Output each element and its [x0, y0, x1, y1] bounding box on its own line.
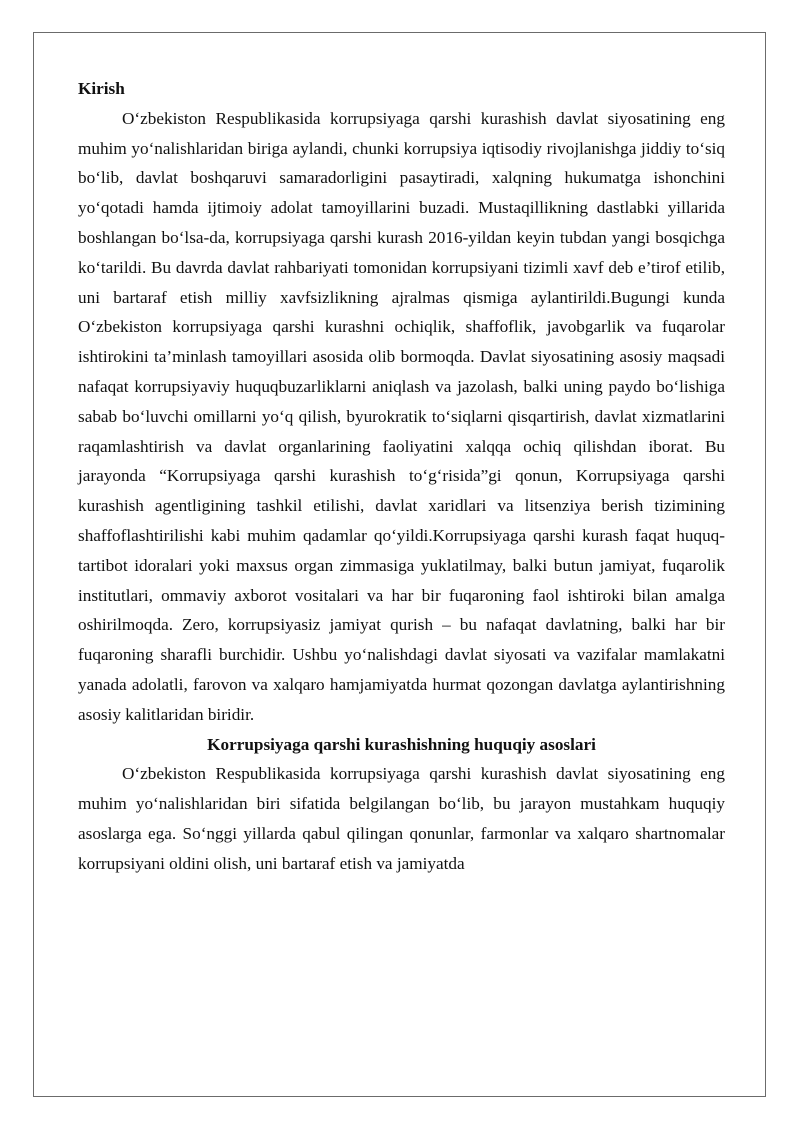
section-heading: Korrupsiyaga qarshi kurashishning huquqiy asoslari [207, 734, 596, 754]
intro-paragraph: O‘zbekiston Respublikasida korrupsiyaga qarshi kurashish davlat siyosatining eng muhim yo‘nalishlaridan biriga aylandi, chunki korrupsiya iqtisodiy rivojlanishga jiddiy to‘siq bo‘lib, davlat boshqaruvi samaradorligini pasaytiradi, xalqning hukumatga ishonchini yo‘qotadi hamda ijtimoiy adolat tamoyillarini buzadi. Mustaqillikning dastlabki yillarida boshlangan bo‘lsa-da, korrupsiyaga qarshi kurash 2016-yildan keyin tubdan yangi bosqichga ko‘tarildi. Bu davrda davlat rahbariyati tomonidan korrupsiyani tizimli xavf deb e’tirof etilib, uni bartaraf etish milliy xavfsizlikning ajralmas qismiga aylantirildi.Bugungi kunda O‘zbekiston korrupsiyaga qarshi kurashni ochiqlik, shaffoflik, javobgarlik va fuqarolar ishtirokini ta’minlash tamoyillari asosida olib bormoqda. Davlat siyosatining asosiy maqsadi nafaqat korrupsiyaviy huquqbuzarliklarni aniqlash va jazolash, balki uning paydo bo‘lishiga sabab bo‘luvchi omillarni yo‘q qilish, byurokratik to‘siqlarni qisqartirish, davlat xizmatlarini raqamlashtirish va davlat organlarining faoliyatini xalqqa ochiq qilishdan iborat. Bu jarayonda “Korrupsiyaga qarshi kurashish to‘g‘risida”gi qonun, Korrupsiyaga qarshi kurashish agentligining tashkil etilishi, davlat xaridlari va litsenziya berish tizimining shaffoflashtirilishi kabi muhim qadamlar qo‘yildi.Korrupsiyaga qarshi kurash faqat huquq-tartibot idoralari yoki maxsus organ zimmasiga yuklatilmay, balki butun jamiyat, fuqarolik institutlari, ommaviy axborot vositalari va har bir fuqaroning faol ishtiroki bilan amalga oshirilmoqda. Zero, korrupsiyasiz jamiyat qurish – bu nafaqat davlatning, balki har bir fuqaroning sharafli burchidir. Ushbu yo‘nalishdagi davlat siyosati va vazifalar mamlakatni yanada adolatli, farovon va xalqaro hamjamiyatda hurmat qozongan davlatga aylantirishning asosiy kalitlaridan biridir. [78, 108, 725, 724]
intro-heading: Kirish [78, 79, 125, 98]
document-body [78, 74, 725, 879]
section-paragraph: O‘zbekiston Respublikasida korrupsiyaga qarshi kurashish davlat siyosatining eng muhim yo‘nalishlaridan biri sifatida belgilangan bo‘lib, bu jarayon mustahkam huquqiy asoslarga ega. So‘nggi yillarda qabul qilingan qonunlar, farmonlar va xalqaro shartnomalar korrupsiyani oldini olish, uni bartaraf etish va jamiyatda [78, 764, 725, 873]
